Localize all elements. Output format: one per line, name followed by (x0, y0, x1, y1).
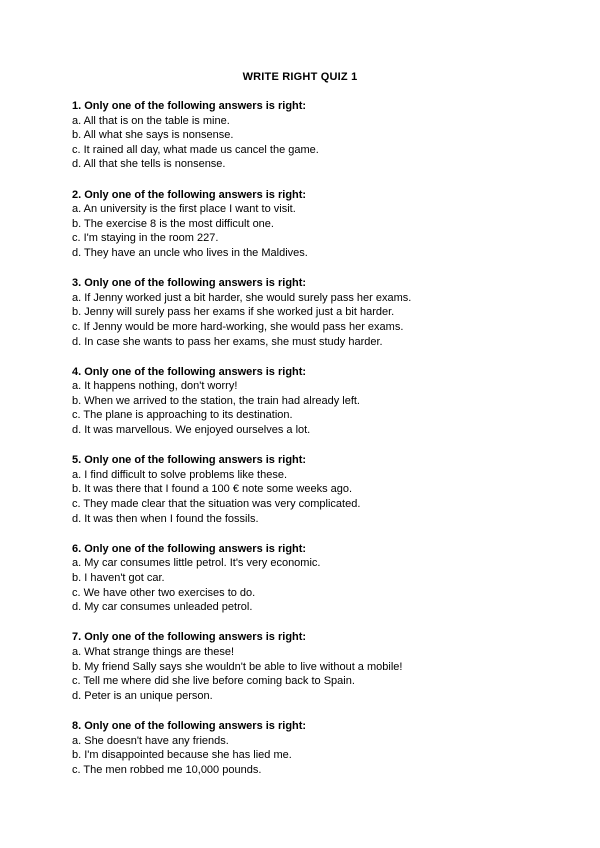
answer-option: b. When we arrived to the station, the train had already left. (72, 394, 360, 407)
question-block-4 (72, 365, 542, 438)
answer-option: a. An university is the first place I want to visit. (72, 203, 296, 216)
answer-option: a. I find difficult to solve problems like these. (72, 468, 288, 481)
question-heading: 8. Only one of the following answers is right: (72, 719, 307, 732)
page-title: WRITE RIGHT QUIZ 1 (242, 71, 358, 83)
answer-option: d. Peter is an unique person. (72, 689, 213, 702)
answer-option: a. It happens nothing, don't worry! (72, 380, 238, 393)
answer-option: d. They have an uncle who lives in the Maldives. (72, 246, 308, 259)
question-heading: 2. Only one of the following answers is right: (72, 188, 307, 201)
answer-option: a. If Jenny worked just a bit harder, she would surely pass her exams. (72, 291, 412, 304)
question-block-1 (72, 99, 542, 172)
question-heading: 1. Only one of the following answers is right: (72, 100, 307, 112)
answer-option: c. The plane is approaching to its destination. (72, 409, 293, 422)
question-heading: 5. Only one of the following answers is right: (72, 454, 307, 467)
answer-option: c. The men robbed me 10,000 pounds. (72, 763, 262, 776)
question-block-2 (72, 188, 542, 261)
answer-option: c. We have other two exercises to do. (72, 586, 256, 599)
question-heading: 4. Only one of the following answers is right: (72, 365, 307, 378)
answer-option: a. My car consumes little petrol. It's very economic. (72, 557, 321, 570)
answer-option: c. If Jenny would be more hard-working, she would pass her exams. (72, 320, 404, 333)
answer-option: c. They made clear that the situation was very complicated. (72, 498, 361, 511)
answer-option: c. I'm staying in the room 227. (72, 232, 219, 245)
answer-option: c. It rained all day, what made us cancel the game. (72, 143, 319, 156)
question-block-3 (72, 276, 542, 349)
question-heading: 3. Only one of the following answers is right: (72, 277, 307, 290)
question-block-8 (72, 719, 542, 777)
answer-option: d. It was then when I found the fossils. (72, 512, 259, 525)
answer-option: d. All that she tells is nonsense. (72, 158, 226, 171)
question-block-6 (72, 542, 542, 615)
answer-option: b. The exercise 8 is the most difficult one. (72, 217, 274, 230)
answer-option: b. Jenny will surely pass her exams if she worked just a bit harder. (72, 306, 395, 319)
answer-option: b. I'm disappointed because she has lied me. (72, 749, 292, 762)
question-heading: 7. Only one of the following answers is right: (72, 631, 307, 644)
answer-option: d. It was marvellous. We enjoyed ourselves a lot. (72, 424, 311, 437)
question-list (72, 99, 542, 793)
answer-option: a. What strange things are these! (72, 645, 235, 658)
answer-option: b. All what she says is nonsense. (72, 129, 234, 142)
question-block-7 (72, 630, 542, 703)
answer-option: a. All that is on the table is mine. (72, 114, 230, 127)
answer-option: b. It was there that I found a 100 € note some weeks ago. (72, 483, 353, 496)
answer-option: c. Tell me where did she live before coming back to Spain. (72, 675, 355, 688)
answer-option: d. My car consumes unleaded petrol. (72, 601, 253, 614)
question-block-5 (72, 453, 542, 526)
answer-option: b. My friend Sally says she wouldn't be able to live without a mobile! (72, 660, 403, 673)
answer-option: b. I haven't got car. (72, 572, 165, 584)
question-heading: 6. Only one of the following answers is right: (72, 542, 307, 555)
answer-option: d. In case she wants to pass her exams, she must study harder. (72, 335, 383, 348)
answer-option: a. She doesn't have any friends. (72, 734, 229, 747)
